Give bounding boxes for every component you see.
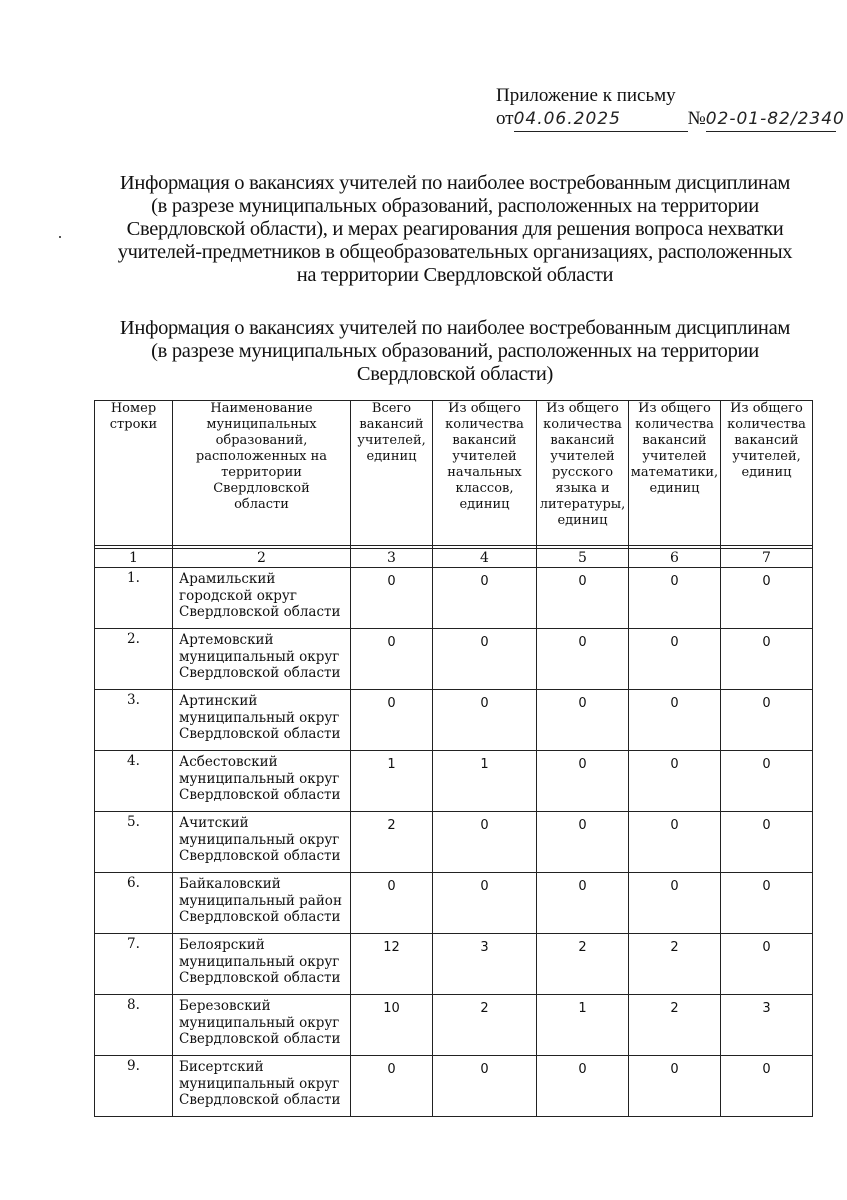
name-line: Свердловской области: [179, 970, 341, 986]
name-line: Байкаловский: [179, 876, 281, 892]
math-value: 0: [629, 690, 721, 751]
primary-value: 0: [433, 873, 537, 934]
russian-value: 0: [537, 751, 629, 812]
primary-value: 1: [433, 751, 537, 812]
table-row: [95, 873, 813, 934]
document-title: [100, 172, 810, 287]
math-value: 2: [629, 934, 721, 995]
column-number-row: [95, 549, 813, 568]
math-value: 2: [629, 995, 721, 1056]
primary-value: 0: [433, 629, 537, 690]
column-number: 1: [95, 549, 173, 568]
title-line: учителей-предметников в общеобразовательных организациях, расположенных: [117, 241, 793, 263]
primary-value: 0: [433, 1056, 537, 1117]
other-value: 0: [721, 873, 813, 934]
math-value: 0: [629, 629, 721, 690]
municipality-name: [173, 995, 351, 1056]
header-math: Из общего количества вакансий учителей математики, единиц: [629, 401, 721, 546]
row-number: 2.: [95, 629, 173, 690]
total-value: 0: [351, 1056, 433, 1117]
letter-date: 04.06.2025: [514, 108, 688, 132]
column-number: 6: [629, 549, 721, 568]
municipality-name: [173, 1056, 351, 1117]
table-row: [95, 568, 813, 629]
primary-value: 0: [433, 568, 537, 629]
math-value: 0: [629, 812, 721, 873]
math-value: 0: [629, 1056, 721, 1117]
name-line: муниципальный округ: [179, 709, 340, 726]
total-value: 0: [351, 568, 433, 629]
municipality-name: [173, 751, 351, 812]
row-number: 5.: [95, 812, 173, 873]
name-line: Артинский: [179, 693, 258, 709]
name-line: Артемовский: [179, 632, 274, 648]
letter-number: 02-01-82/2340: [706, 108, 836, 132]
row-number: 3.: [95, 690, 173, 751]
russian-value: 0: [537, 690, 629, 751]
municipality-name: [173, 812, 351, 873]
russian-value: 0: [537, 629, 629, 690]
column-number: 7: [721, 549, 813, 568]
header-total: Всего вакансий учителей, единиц: [351, 401, 433, 546]
other-value: 3: [721, 995, 813, 1056]
row-number: 7.: [95, 934, 173, 995]
total-value: 0: [351, 873, 433, 934]
total-value: 2: [351, 812, 433, 873]
name-line: Ачитский: [179, 815, 249, 831]
table-row: [95, 751, 813, 812]
name-line: Белоярский: [179, 937, 265, 953]
name-line: Свердловской области: [179, 726, 341, 742]
name-line: Свердловской области: [179, 787, 341, 803]
name-line: Свердловской области: [179, 1092, 341, 1108]
name-line: муниципальный округ: [179, 1075, 340, 1092]
total-value: 0: [351, 629, 433, 690]
other-value: 0: [721, 812, 813, 873]
total-value: 10: [351, 995, 433, 1056]
municipality-name: [173, 568, 351, 629]
other-value: 0: [721, 629, 813, 690]
name-line: городской округ: [179, 587, 297, 604]
number-prefix: №: [687, 108, 706, 129]
column-number: 2: [173, 549, 351, 568]
name-line: муниципальный округ: [179, 831, 340, 848]
municipality-name: [173, 934, 351, 995]
name-line: Бисертский: [179, 1059, 264, 1075]
attachment-label: Приложение к письму: [496, 85, 676, 106]
title-line: на территории Свердловской области: [296, 264, 614, 286]
row-number: 4.: [95, 751, 173, 812]
primary-value: 2: [433, 995, 537, 1056]
russian-value: 1: [537, 995, 629, 1056]
other-value: 0: [721, 690, 813, 751]
name-line: Свердловской области: [179, 909, 341, 925]
subtitle-line: Информация о вакансиях учителей по наиболее востребованным дисциплинам: [119, 317, 791, 339]
municipality-name: [173, 690, 351, 751]
name-line: Свердловской области: [179, 604, 341, 620]
subtitle-line: (в разрезе муниципальных образований, расположенных на территории: [151, 340, 759, 362]
municipality-name: [173, 629, 351, 690]
subtitle-line: Свердловской области): [356, 363, 554, 385]
title-line: Информация о вакансиях учителей по наиболее востребованным дисциплинам: [119, 172, 791, 194]
municipality-name: [173, 873, 351, 934]
name-line: Асбестовский: [179, 754, 278, 770]
name-line: Арамильский: [179, 571, 276, 587]
row-number: 6.: [95, 873, 173, 934]
table-row: [95, 629, 813, 690]
vacancies-table: [94, 400, 813, 1117]
title-line: (в разрезе муниципальных образований, расположенных на территории: [151, 195, 759, 217]
from-prefix: от: [496, 108, 514, 129]
name-line: Свердловской области: [179, 848, 341, 864]
total-value: 12: [351, 934, 433, 995]
math-value: 0: [629, 873, 721, 934]
name-line: муниципальный округ: [179, 953, 340, 970]
table-title: [100, 317, 810, 386]
table-row: [95, 1056, 813, 1117]
total-value: 0: [351, 690, 433, 751]
row-number: 9.: [95, 1056, 173, 1117]
russian-value: 0: [537, 812, 629, 873]
attachment-note: [496, 84, 845, 132]
name-line: Березовский: [179, 998, 271, 1014]
column-number: 5: [537, 549, 629, 568]
russian-value: 2: [537, 934, 629, 995]
header-municipality: Наименование муниципальных образований, расположенных на территории Свердловской области: [173, 401, 351, 546]
name-line: муниципальный район: [179, 892, 342, 909]
name-line: муниципальный округ: [179, 770, 340, 787]
russian-value: 0: [537, 568, 629, 629]
column-number: 3: [351, 549, 433, 568]
other-value: 0: [721, 751, 813, 812]
table-row: [95, 690, 813, 751]
other-value: 0: [721, 934, 813, 995]
name-line: муниципальный округ: [179, 648, 340, 665]
header-other: Из общего количества вакансий учителей, единиц: [721, 401, 813, 546]
math-value: 0: [629, 568, 721, 629]
table-row: [95, 812, 813, 873]
math-value: 0: [629, 751, 721, 812]
name-line: Свердловской области: [179, 1031, 341, 1047]
header-primary: Из общего количества вакансий учителей начальных классов, единиц: [433, 401, 537, 546]
header-row: [95, 401, 813, 546]
header-row-number: Номер строки: [95, 401, 173, 546]
table-row: [95, 995, 813, 1056]
total-value: 1: [351, 751, 433, 812]
other-value: 0: [721, 1056, 813, 1117]
russian-value: 0: [537, 873, 629, 934]
primary-value: 3: [433, 934, 537, 995]
row-number: 1.: [95, 568, 173, 629]
primary-value: 0: [433, 690, 537, 751]
column-number: 4: [433, 549, 537, 568]
scan-speck: [59, 236, 61, 238]
table-row: [95, 934, 813, 995]
name-line: Свердловской области: [179, 665, 341, 681]
attachment-reference: [496, 107, 845, 132]
header-russian: Из общего количества вакансий учителей русского языка и литературы, единиц: [537, 401, 629, 546]
other-value: 0: [721, 568, 813, 629]
row-number: 8.: [95, 995, 173, 1056]
primary-value: 0: [433, 812, 537, 873]
title-line: Свердловской области), и мерах реагирования для решения вопроса нехватки: [126, 218, 784, 240]
name-line: муниципальный округ: [179, 1014, 340, 1031]
russian-value: 0: [537, 1056, 629, 1117]
